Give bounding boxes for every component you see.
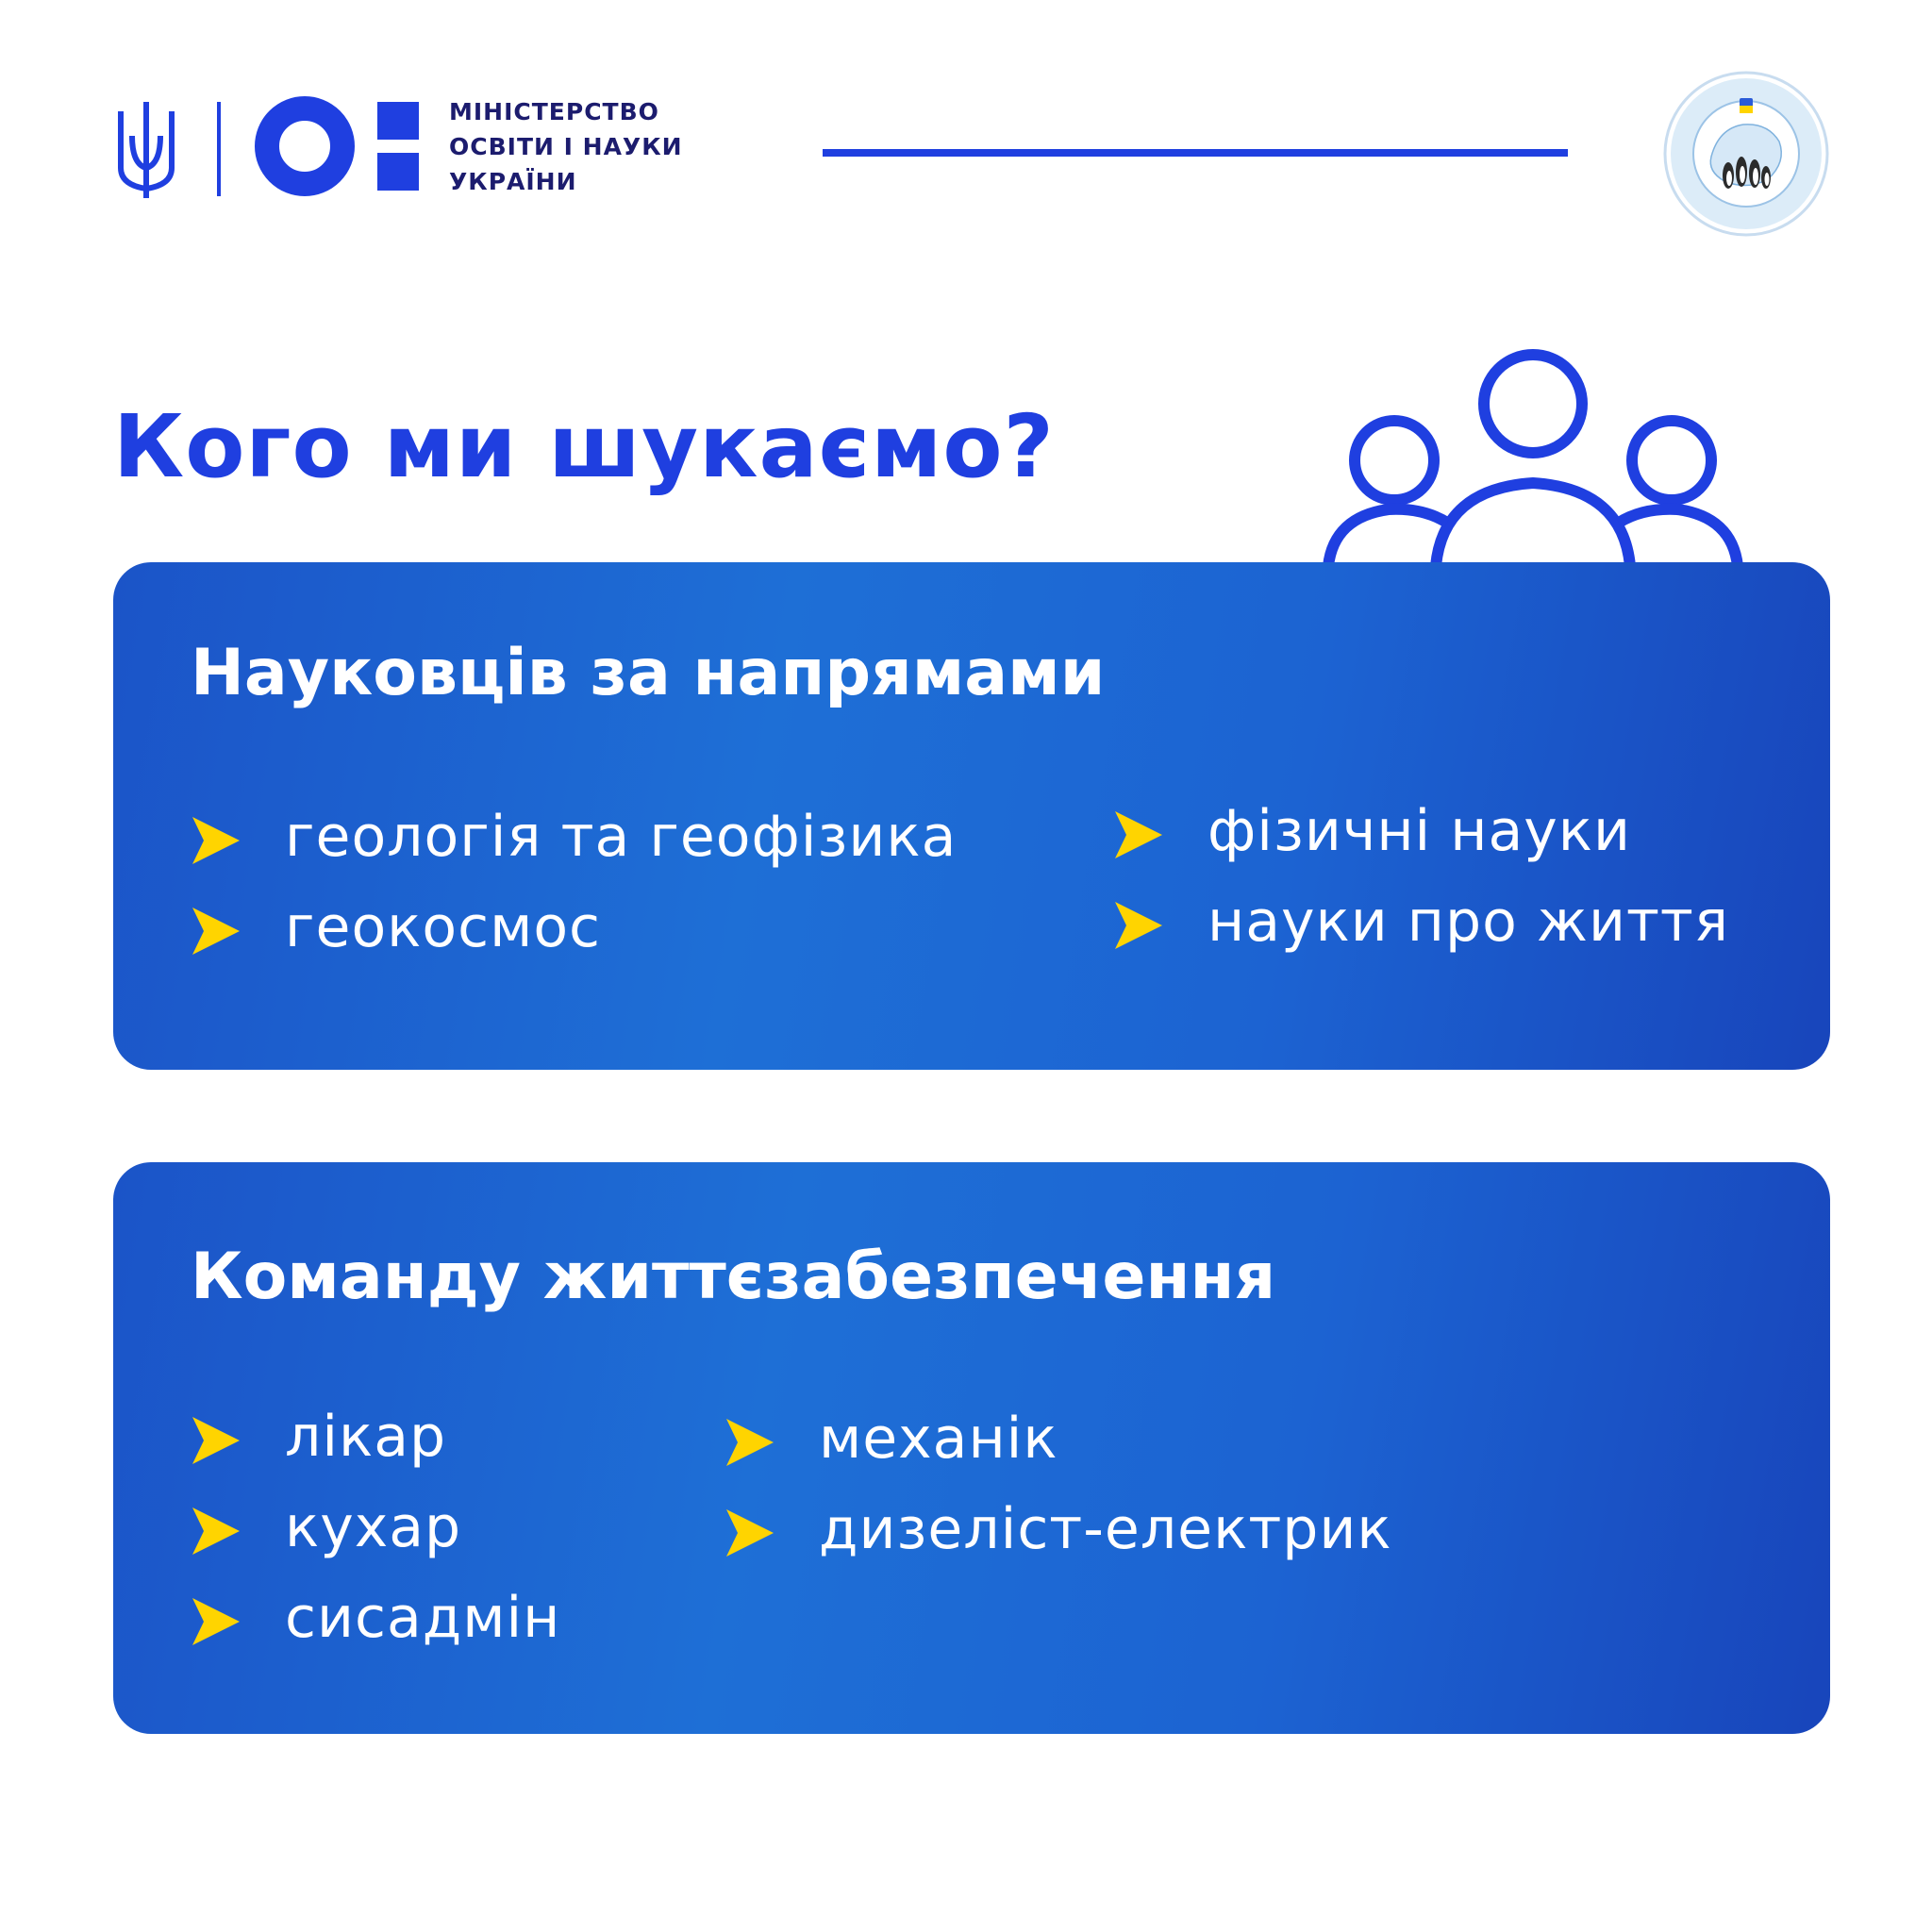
ministry-name-line3: УКРАЇНИ bbox=[449, 168, 577, 195]
list-item bbox=[1208, 798, 1631, 864]
list-item-label: науки про життя bbox=[1208, 889, 1729, 955]
list-item bbox=[285, 1494, 461, 1560]
trident-icon bbox=[113, 98, 179, 202]
list-item bbox=[285, 894, 601, 960]
card-scientists bbox=[113, 562, 1830, 1070]
arrow-bullet-icon bbox=[1111, 898, 1166, 953]
list-item-label: дизеліст-електрик bbox=[819, 1496, 1392, 1562]
list-item-label: кухар bbox=[285, 1494, 462, 1560]
ministry-name-line1: МІНІСТЕРСТВО bbox=[449, 98, 659, 125]
list-item bbox=[285, 1404, 446, 1470]
logo-divider bbox=[217, 102, 221, 196]
antarctic-center-seal bbox=[1662, 70, 1830, 238]
ministry-name-line2: ОСВІТИ І НАУКИ bbox=[449, 133, 683, 160]
list-item-label: лікар bbox=[285, 1404, 447, 1470]
list-item-label: геокосмос bbox=[285, 894, 602, 960]
arrow-bullet-icon bbox=[189, 813, 243, 868]
list-item bbox=[1208, 889, 1729, 955]
arrow-bullet-icon bbox=[1111, 808, 1166, 862]
list-item-label: сисадмін bbox=[285, 1585, 561, 1651]
list-item bbox=[819, 1406, 1058, 1472]
ministry-logo-mark bbox=[253, 94, 423, 198]
card-title: Команду життєзабезпечення bbox=[191, 1240, 1276, 1314]
list-item-label: фізичні науки bbox=[1208, 798, 1632, 864]
people-group-icon bbox=[1311, 347, 1755, 570]
arrow-bullet-icon bbox=[723, 1415, 777, 1470]
header-rule bbox=[823, 149, 1568, 157]
arrow-bullet-icon bbox=[189, 904, 243, 958]
arrow-bullet-icon bbox=[189, 1594, 243, 1649]
list-item-label: геологія та геофізика bbox=[285, 804, 958, 870]
arrow-bullet-icon bbox=[723, 1506, 777, 1560]
list-item-label: механік bbox=[819, 1406, 1058, 1472]
card-life-support-team bbox=[113, 1162, 1830, 1734]
card-title: Науковців за напрямами bbox=[191, 636, 1106, 710]
header bbox=[0, 0, 1932, 283]
arrow-bullet-icon bbox=[189, 1413, 243, 1468]
list-item bbox=[285, 1585, 560, 1651]
list-item bbox=[819, 1496, 1392, 1562]
list-item bbox=[285, 804, 957, 870]
page-title: Кого ми шукаємо? bbox=[113, 396, 1055, 497]
ministry-name bbox=[449, 94, 683, 199]
arrow-bullet-icon bbox=[189, 1504, 243, 1558]
